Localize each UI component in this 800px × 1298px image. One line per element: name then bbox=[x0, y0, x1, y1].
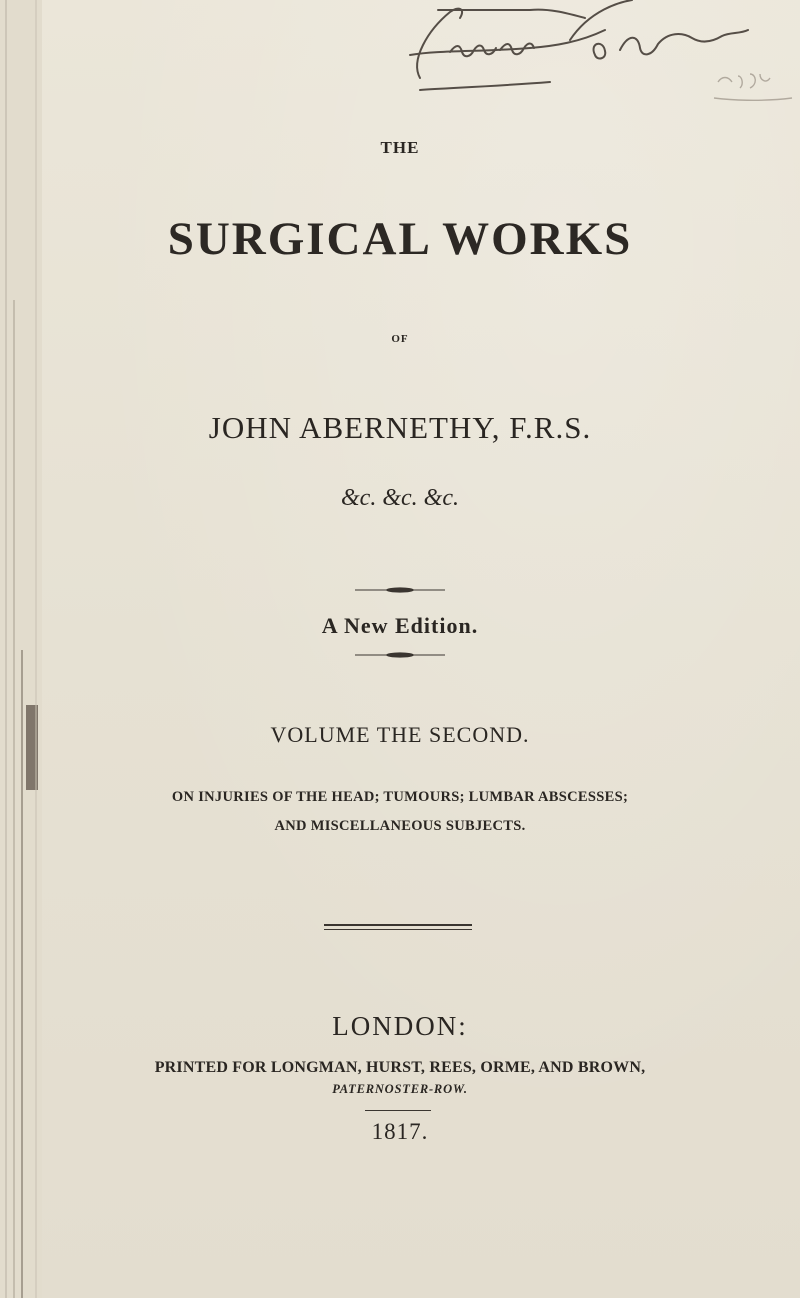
edition-line: A New Edition. bbox=[321, 613, 479, 638]
short-rule-divider bbox=[365, 1110, 431, 1111]
handwritten-signature bbox=[380, 0, 800, 110]
volume-line: VOLUME THE SECOND. bbox=[270, 722, 530, 747]
ornamental-rule-bottom bbox=[355, 652, 445, 658]
main-title: SURGICAL WORKS bbox=[167, 213, 633, 265]
author-name: JOHN ABERNETHY, F.R.S. bbox=[208, 410, 592, 445]
contents-line-1: ON INJURIES OF THE HEAD; TUMOURS; LUMBAR ABSCESSES; bbox=[171, 789, 629, 805]
book-binding-edge bbox=[0, 0, 42, 1298]
contents-line-2: AND MISCELLANEOUS SUBJECTS. bbox=[274, 818, 526, 834]
imprint-year: 1817. bbox=[371, 1119, 429, 1144]
imprint-place: LONDON: bbox=[332, 1011, 468, 1041]
double-rule-divider bbox=[324, 924, 472, 930]
ornamental-rule-top bbox=[355, 587, 445, 593]
imprint-printer: PRINTED FOR LONGMAN, HURST, REES, ORME, AND BROWN, bbox=[154, 1059, 646, 1076]
imprint-street: PATERNOSTER-ROW. bbox=[332, 1082, 468, 1096]
heading-the: THE bbox=[380, 138, 420, 157]
heading-of: OF bbox=[391, 333, 409, 345]
etcetera-line: &c. &c. &c. bbox=[341, 485, 459, 511]
